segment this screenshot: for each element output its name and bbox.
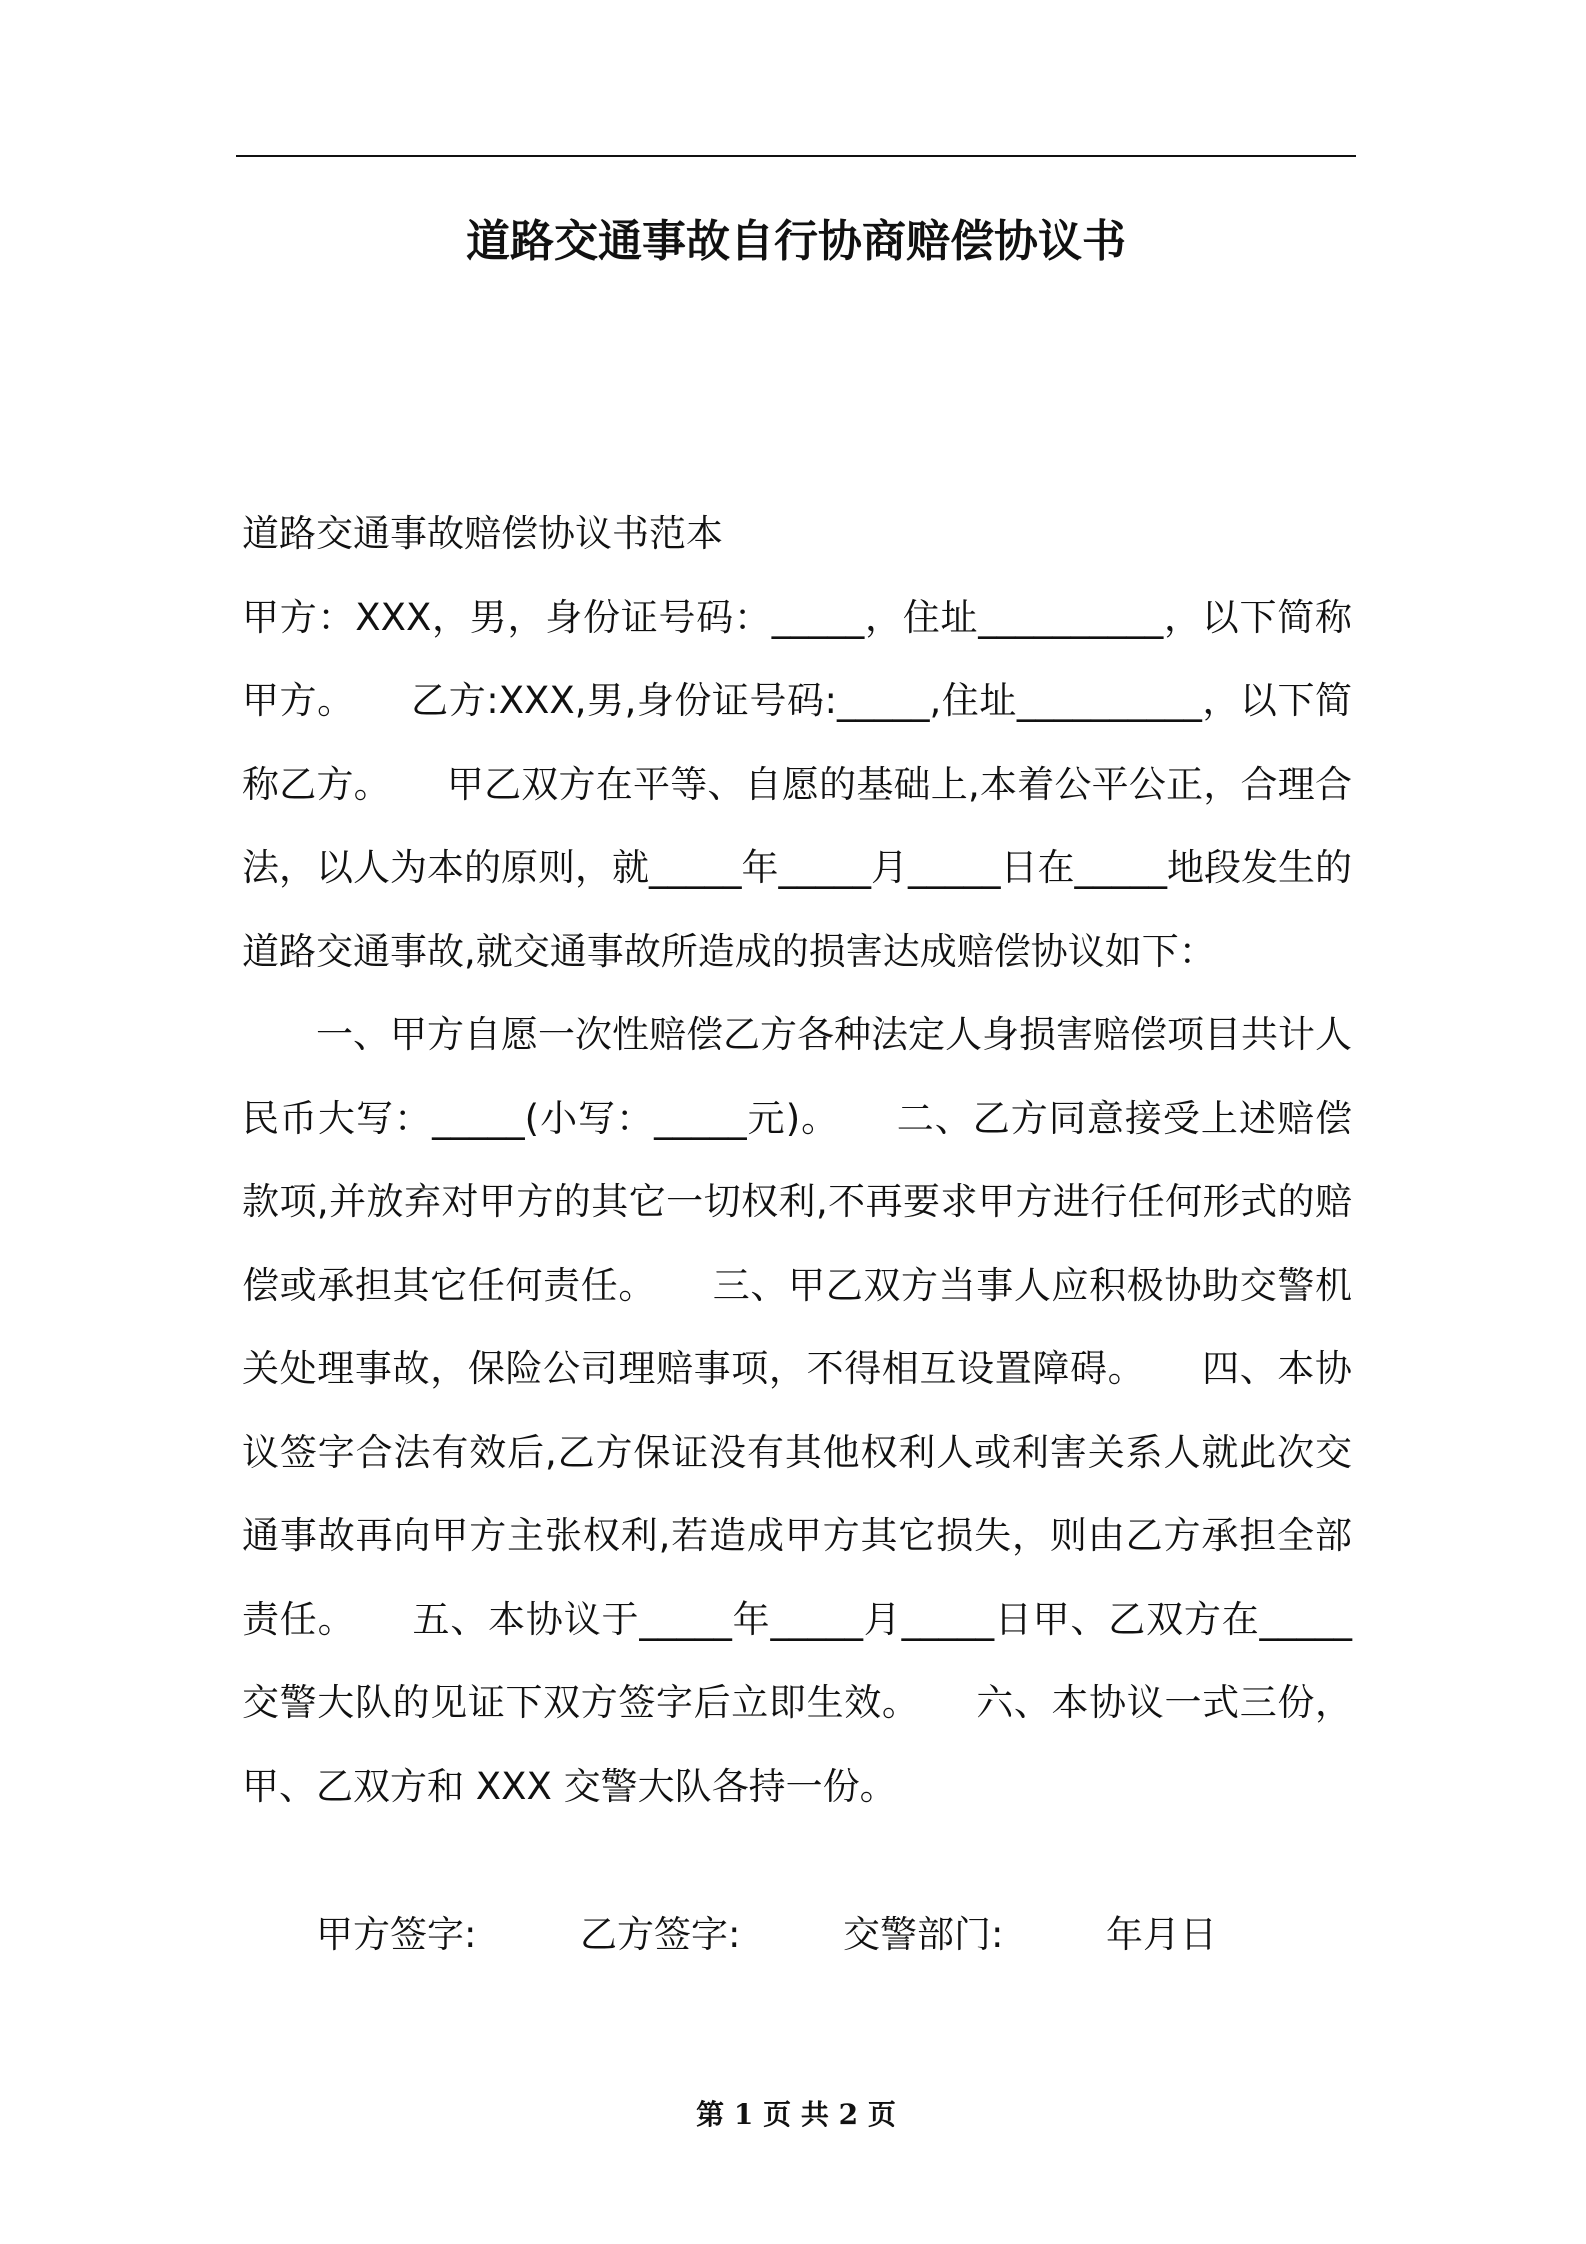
document-subtitle: 道路交通事故赔偿协议书范本 xyxy=(242,512,723,555)
signature-police: 交警部门: xyxy=(843,1913,1004,1956)
signature-date: 年月日 xyxy=(1106,1913,1217,1956)
signature-party-b: 乙方签字: xyxy=(580,1913,741,1956)
paragraph-terms: 一、甲方自愿一次性赔偿乙方各种法定人身损害赔偿项目共计人民币大写：_____(小写：_____元)。 二、乙方同意接受上述赔偿款项,并放弃对甲方的其它一切权利,不再要求甲方进行任何形式的赔偿或承担其它任何责任。 三、甲乙双方当事人应积极协助交警机关处理事故，保险公司理赔事项，不得相互设置障碍。 四、本协议签字合法有效后,乙方保证没有其他权利人或利害关系人就此次交通事故再向甲方主张权利,若造成甲方其它损失，则由乙方承担全部责任。 五、本协议于_____年_____月_____日甲、乙双方在_____交警大队的见证下双方签字后立即生效。 六、本协议一式三份，甲、乙双方和 XXX 交警大队各持一份。 xyxy=(242,1013,1352,1808)
signature-party-a: 甲方签字: xyxy=(316,1913,477,1956)
header-rule xyxy=(236,155,1356,157)
document-title: 道路交通事故自行协商赔偿协议书 xyxy=(466,216,1126,267)
page-number: 第 1 页 共 2 页 xyxy=(696,2098,896,2131)
document-body xyxy=(242,492,1352,1828)
paragraph-parties: 甲方：XXX，男，身份证号码：_____，住址__________，以下简称甲方。 乙方:XXX,男,身份证号码:_____,住址__________，以下简称乙方。 甲乙双方在平等、自愿的基础上,本着公平公正，合理合法，以人为本的原则，就_____年_____月_____日在_____地段发生的道路交通事故,就交通事故所造成的损害达成赔偿协议如下： xyxy=(242,595,1352,973)
